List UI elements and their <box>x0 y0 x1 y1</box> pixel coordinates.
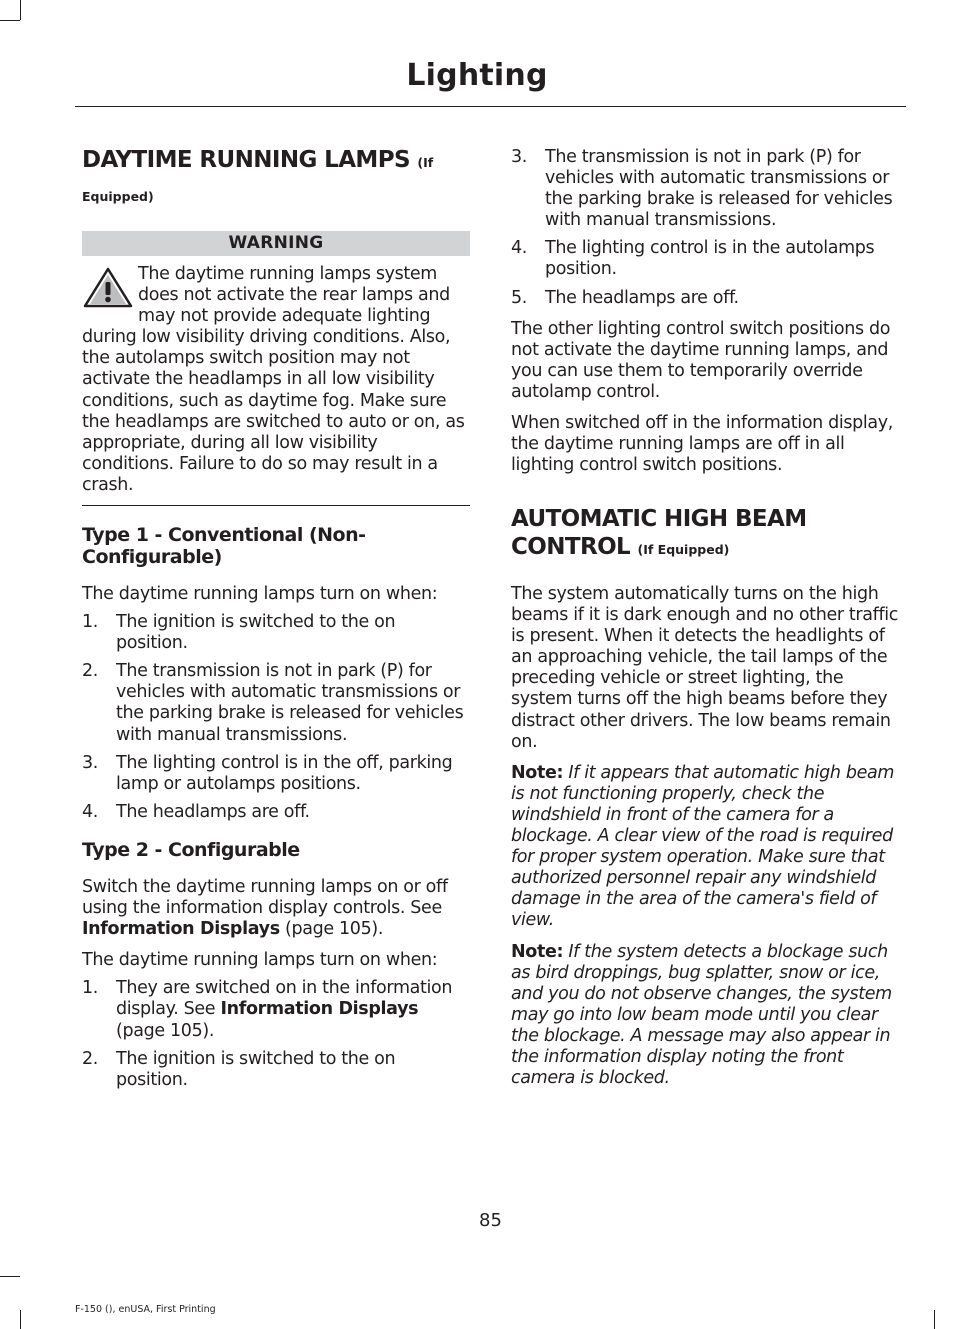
note-blockage <box>511 942 901 1090</box>
list-text: They are switched on in the information display. See <box>116 978 453 1020</box>
page-title: Lighting <box>406 58 548 93</box>
list-number: 5. <box>511 287 527 308</box>
drl-heading: DAYTIME RUNNING LAMPS <box>82 147 410 173</box>
type2-list <box>82 978 470 1090</box>
list-text: The headlamps are off. <box>116 801 310 822</box>
list-item <box>82 661 470 745</box>
note-label: Note: <box>511 941 564 962</box>
switch-positions-paragraph: The other lighting control switch positions do not activate the daytime running lamps, and you can use them to temporarily override autolamp control. <box>511 318 891 402</box>
warning-box <box>82 231 470 496</box>
drl-heading-suffix: (If <box>417 155 434 170</box>
page-number: 85 <box>479 1210 502 1231</box>
warning-divider <box>82 505 470 506</box>
header-divider <box>75 106 906 107</box>
ahb-section-heading <box>511 505 901 564</box>
list-item <box>82 1049 470 1091</box>
list-number: 4. <box>82 801 98 822</box>
type1-list <box>82 612 470 823</box>
type2-para-page-ref: (page 105). <box>285 919 384 940</box>
ahb-heading-line1: AUTOMATIC HIGH BEAM <box>511 506 807 532</box>
warning-triangle-icon <box>82 266 134 310</box>
list-text: The lighting control is in the off, parking lamp or autolamps positions. <box>116 752 453 794</box>
crop-mark <box>0 1276 20 1277</box>
information-displays-link[interactable]: Information Displays <box>220 999 419 1020</box>
list-text: The transmission is not in park (P) for vehicles with automatic transmissions or the parking brake is released for vehicles with manual transmissions. <box>545 147 893 231</box>
list-item <box>82 802 470 823</box>
list-number: 3. <box>82 752 98 773</box>
type2-heading: Type 2 - Configurable <box>82 839 300 861</box>
note-label: Note: <box>511 762 564 783</box>
type1-heading: Type 1 - Conventional (Non-Configurable) <box>82 524 366 568</box>
type2-paragraph <box>82 877 470 940</box>
switched-off-paragraph: When switched off in the information display, the daytime running lamps are off in all lighting control switch positions. <box>511 413 894 476</box>
ahb-heading-line2: CONTROL <box>511 534 631 560</box>
list-number: 4. <box>511 238 527 259</box>
list-text: The ignition is switched to the on position. <box>116 612 396 654</box>
crop-mark <box>20 1310 21 1329</box>
list-item <box>82 753 470 795</box>
ahb-heading-suffix: (If Equipped) <box>637 542 730 557</box>
list-text: The ignition is switched to the on position. <box>116 1048 396 1090</box>
list-item <box>82 978 470 1041</box>
note-text: If the system detects a blockage such as bird droppings, bug splatter, snow or ice, and you do not observe changes, the system may go into low beam mode until you clear the blockage. A message may also appear in the information display noting the front camera is blocked. <box>511 941 892 1089</box>
information-displays-link[interactable]: Information Displays <box>82 919 280 940</box>
list-number: 2. <box>82 661 98 682</box>
list-item <box>511 238 901 280</box>
crop-mark <box>20 0 21 20</box>
crop-mark <box>0 20 20 21</box>
type2-para-text: Switch the daytime running lamps on or off using the information display controls. See <box>82 877 448 919</box>
list-text: The transmission is not in park (P) for vehicles with automatic transmissions or the parking brake is released for vehicles with manual transmissions. <box>116 661 464 745</box>
type2-intro: The daytime running lamps turn on when: <box>82 950 438 971</box>
ahb-paragraph: The system automatically turns on the high beams if it is dark enough and no other traffic is present. When it detects the headlights of an approaching vehicle, the tail lamps of the preceding vehicle or street lighting, the system turns off the high beams before they distract other drivers. The low beams remain on. <box>511 584 899 752</box>
drl-continued-list <box>511 147 901 309</box>
list-number: 1. <box>82 612 98 633</box>
list-number: 3. <box>511 147 527 167</box>
list-text: The lighting control is in the autolamps position. <box>545 238 875 280</box>
list-number: 2. <box>82 1048 98 1069</box>
list-text: The headlamps are off. <box>545 287 739 308</box>
note-text: If it appears that automatic high beam is not functioning properly, check the windshield in front of the camera for a blockage. A clear view of the road is required for proper system operation. Make sure that authorized personnel repair any windshield damage in the area of the camera's field of view. <box>511 762 895 931</box>
list-item <box>82 612 470 654</box>
note-camera-check <box>511 763 901 932</box>
list-page-ref: (page 105). <box>116 1020 215 1041</box>
crop-mark <box>934 1310 935 1329</box>
drl-heading-suffix-cont: Equipped) <box>82 189 154 204</box>
warning-text: The daytime running lamps system does not activate the rear lamps and may not provide adequate lighting during low visibility driving conditions. Also, the autolamps switch position may not activate the headlamps in all low visibility conditions, such as daytime fog. Make sure the headlamps are switched to auto or on, as appropriate, during all low visibility conditions. Failure to do so may result in a crash. <box>82 264 465 495</box>
list-item <box>511 288 901 309</box>
type1-intro: The daytime running lamps turn on when: <box>82 584 438 604</box>
warning-label: WARNING <box>82 231 470 256</box>
list-item <box>511 147 901 231</box>
list-number: 1. <box>82 978 98 999</box>
print-info: F-150 (), enUSA, First Printing <box>75 1304 216 1315</box>
drl-section-heading <box>82 146 470 204</box>
